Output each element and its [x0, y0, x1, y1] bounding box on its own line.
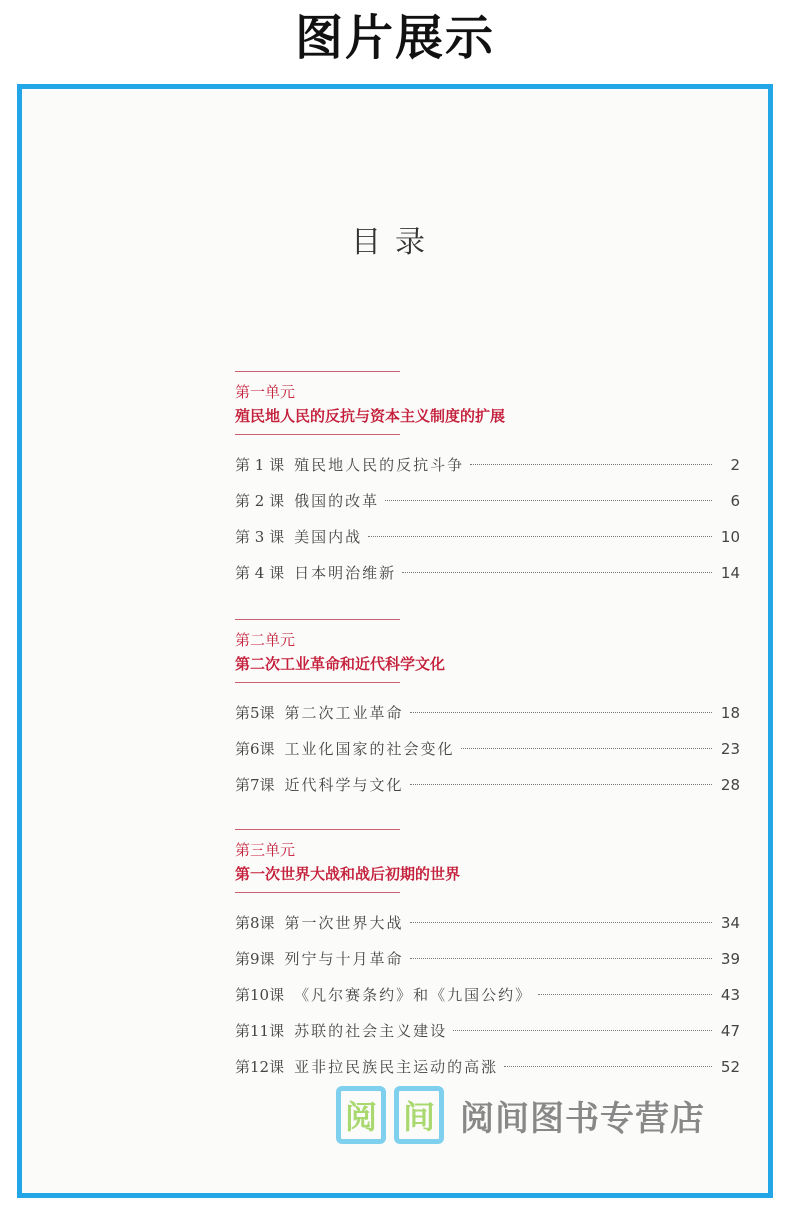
- lesson-list: [235, 905, 740, 1085]
- unit-rule-bottom: [235, 682, 400, 683]
- store-logo-icon-1: 阅: [336, 1086, 386, 1144]
- page-number: 28: [720, 776, 740, 794]
- unit-subtitle: 殖民地人民的反抗与资本主义制度的扩展: [235, 407, 506, 425]
- unit-label: 第三单元: [235, 841, 296, 859]
- lesson-title: 俄国的改革: [294, 492, 380, 510]
- unit-section-2: [235, 619, 740, 803]
- banner-title: 图片展示: [294, 10, 495, 66]
- unit-label: 第二单元: [235, 631, 296, 649]
- unit-subtitle: 第一次世界大战和战后初期的世界: [235, 865, 461, 883]
- unit-rule-top: [235, 619, 400, 620]
- dot-leader: [538, 994, 712, 995]
- lesson-number: 第 1 课: [235, 456, 285, 474]
- lesson-number: 第 4 课: [235, 564, 285, 582]
- lesson-number: 第12课: [235, 1058, 285, 1076]
- dot-leader: [453, 1030, 712, 1031]
- page-number: 2: [730, 456, 740, 474]
- lesson-number: 第8课: [235, 914, 275, 932]
- lesson-row[interactable]: [235, 1013, 740, 1049]
- lesson-number: 第7课: [235, 776, 275, 794]
- dot-leader: [504, 1066, 712, 1067]
- lesson-number: 第 2 课: [235, 492, 285, 510]
- store-watermark: [336, 1080, 705, 1150]
- lesson-row[interactable]: [235, 731, 740, 767]
- unit-label: 第一单元: [235, 383, 296, 401]
- unit-rule-bottom: [235, 892, 400, 893]
- lesson-number: 第5课: [235, 704, 275, 722]
- lesson-row[interactable]: [235, 905, 740, 941]
- lesson-number: 第9课: [235, 950, 275, 968]
- dot-leader: [410, 922, 712, 923]
- lesson-row[interactable]: [235, 695, 740, 731]
- lesson-title: 苏联的社会主义建设: [294, 1022, 448, 1040]
- lesson-title: 第二次工业革命: [284, 704, 404, 722]
- store-logo-icon-2: 间: [394, 1086, 444, 1144]
- lesson-list: [235, 447, 740, 591]
- store-name: 阅间图书专营店: [460, 1098, 705, 1139]
- dot-leader: [410, 958, 712, 959]
- page-number: 23: [720, 740, 740, 758]
- lesson-row[interactable]: [235, 941, 740, 977]
- unit-rule-top: [235, 371, 400, 372]
- lesson-number: 第10课: [235, 986, 285, 1004]
- page-number: 47: [720, 1022, 740, 1040]
- lesson-title: 美国内战: [294, 528, 363, 546]
- lesson-row[interactable]: [235, 447, 740, 483]
- lesson-number: 第6课: [235, 740, 275, 758]
- lesson-title: 列宁与十月革命: [284, 950, 404, 968]
- dot-leader: [385, 500, 712, 501]
- lesson-list: [235, 695, 740, 803]
- lesson-title: 亚非拉民族民主运动的高涨: [294, 1058, 499, 1076]
- lesson-title: 日本明治维新: [294, 564, 397, 582]
- lesson-number: 第11课: [235, 1022, 285, 1040]
- dot-leader: [410, 784, 712, 785]
- page-number: 18: [720, 704, 740, 722]
- unit-section-3: [235, 829, 740, 1085]
- toc-title: 目录: [351, 225, 439, 260]
- unit-rule-top: [235, 829, 400, 830]
- dot-leader: [461, 748, 712, 749]
- unit-rule-bottom: [235, 434, 400, 435]
- lesson-row[interactable]: [235, 767, 740, 803]
- dot-leader: [410, 712, 712, 713]
- lesson-row[interactable]: [235, 977, 740, 1013]
- page-number: 39: [720, 950, 740, 968]
- lesson-title: 第一次世界大战: [284, 914, 404, 932]
- page-number: 34: [720, 914, 740, 932]
- lesson-row[interactable]: [235, 555, 740, 591]
- page-number: 6: [730, 492, 740, 510]
- dot-leader: [402, 572, 712, 573]
- page-number: 52: [720, 1058, 740, 1076]
- lesson-title: 工业化国家的社会变化: [284, 740, 455, 758]
- lesson-title: 《凡尔赛条约》和《九国公约》: [294, 986, 533, 1004]
- lesson-row[interactable]: [235, 519, 740, 555]
- page-number: 14: [720, 564, 740, 582]
- lesson-row[interactable]: [235, 483, 740, 519]
- dot-leader: [470, 464, 712, 465]
- book-page-frame: [17, 84, 773, 1198]
- page-number: 43: [720, 986, 740, 1004]
- lesson-title: 近代科学与文化: [284, 776, 404, 794]
- page-number: 10: [720, 528, 740, 546]
- lesson-title: 殖民地人民的反抗斗争: [294, 456, 465, 474]
- lesson-number: 第 3 课: [235, 528, 285, 546]
- unit-section-1: [235, 371, 740, 591]
- unit-subtitle: 第二次工业革命和近代科学文化: [235, 655, 446, 673]
- dot-leader: [368, 536, 712, 537]
